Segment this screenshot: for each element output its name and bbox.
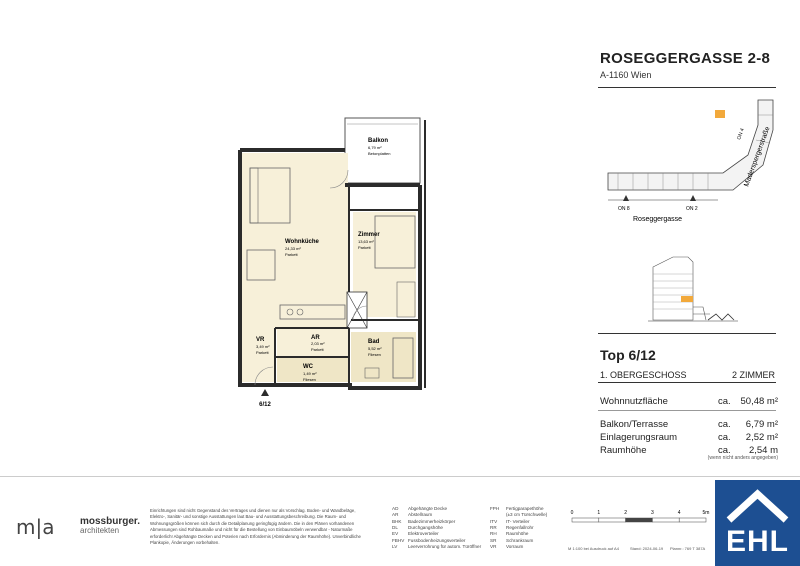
disclaimer-text: Einrichtungen sind nicht Gegenstand des Vertrages und dienen nur als Vorschlag. Boden- und Wandbeläge, Elektro-, Sanitär- und sonstige Ausstattungen laut Bau- und Ausstattungsbeschreibung. Die Raum- und Wohnungsgrößen können sich durch die Detailplanung geringfügig ändern. Die in den Plänen vorhandenen Abmessungen sind Rohbaumaße und nicht für die Bestellung von Einbaumöbeln verwendbar - Naturmaße erforderlich! Abgehängte Decken und Poterien nach Erfordernis (Abminderung der Raumhöhe). Unverbindliche Plankopie, Änderungen vorbehalten. xyxy=(150,508,361,546)
ar-floor: Parkett xyxy=(311,347,324,352)
orient-on8: ON 8 xyxy=(618,206,630,212)
scale-tick: 2 xyxy=(624,510,627,516)
bad-floor: Fliesen xyxy=(368,352,381,357)
zimmer-label: Zimmer xyxy=(358,232,380,238)
area-value: 2,54 m xyxy=(748,445,778,456)
orient-on2: ON 2 xyxy=(686,206,698,212)
footer-divider xyxy=(0,476,800,477)
scale-tick: 0 xyxy=(570,510,574,516)
street-roseggergasse: Roseggergasse xyxy=(633,216,683,223)
area-value: 2,52 m² xyxy=(745,432,778,443)
wohnkueche-label: Wohnküche xyxy=(285,239,319,245)
architect-logo-mark: m|a xyxy=(16,515,55,539)
project-title: ROSEGGERGASSE 2-8 xyxy=(600,50,771,67)
wohnkueche-area: 24,33 m² xyxy=(285,246,301,251)
north-arrow-icon xyxy=(623,195,629,201)
area-ca: ca. xyxy=(718,445,731,456)
bath-fill xyxy=(351,332,416,382)
scale-tick: 5m xyxy=(702,510,710,516)
ar-label: AR xyxy=(311,335,320,341)
scale-bar xyxy=(566,506,712,526)
area-note: (wenn nicht anders angegeben) xyxy=(707,455,778,461)
ar-area: 2,03 m² xyxy=(311,341,325,346)
architect-sub: architekten xyxy=(80,526,120,535)
bad-area: 5,52 m² xyxy=(368,346,382,351)
wc-area: 1,49 m² xyxy=(303,371,317,376)
area-ca: ca. xyxy=(718,432,731,443)
wc-label: WC xyxy=(303,364,313,370)
street-madersperger: Maderspergerstraße xyxy=(743,125,772,188)
scale-tick: 4 xyxy=(677,510,681,516)
date-note: Stand: 2024-06-19 xyxy=(630,546,664,551)
unit-top: Top 6/12 xyxy=(600,347,656,363)
entrance-arrow-icon xyxy=(261,389,269,396)
ehl-brand-text: EHL xyxy=(726,525,789,558)
section-divider xyxy=(598,333,776,334)
area-divider xyxy=(598,410,776,411)
unit-tag: 6/12 xyxy=(259,402,271,408)
architect-logo-name xyxy=(80,517,140,535)
vr-floor: Parkett xyxy=(256,350,269,355)
balkon-floor: Betonplatten xyxy=(368,151,391,156)
balkon-label: Balkon xyxy=(368,138,389,144)
building-section xyxy=(648,252,738,327)
area-label: Balkon/Terrasse xyxy=(600,419,669,430)
balkon-area: 6,79 m² xyxy=(368,145,382,150)
area-ca: ca. xyxy=(718,396,731,407)
area-label: Raumhöhe xyxy=(600,445,647,456)
area-label: Wohnnutzfläche xyxy=(600,396,668,407)
area-value: 50,48 m² xyxy=(740,396,778,407)
area-value: 6,79 m² xyxy=(745,419,778,430)
plan-number: Plannr.: 769 T 387A xyxy=(670,546,706,551)
house-roof-icon xyxy=(715,480,800,525)
scale-tick: 1 xyxy=(597,510,601,516)
area-ca: ca. xyxy=(718,419,731,430)
orient-on4: ON 4 xyxy=(736,127,746,141)
architect-name: mossburger. xyxy=(80,516,141,527)
ehl-logo xyxy=(715,480,800,566)
orient-marker-icon xyxy=(690,195,696,201)
zimmer-floor: Parkett xyxy=(358,245,371,250)
abbreviation-list-right: FPH Fertigparapethöhe (±3 cm Türschwelle) ITV IT- Verteiler RR Regenfallrohr RH Raumhöhe SR Schrankraum VR Vorraum xyxy=(490,506,548,549)
title-divider xyxy=(598,87,776,88)
wc-floor: Fliesen xyxy=(303,377,316,382)
scale-tick: 3 xyxy=(651,510,654,516)
unit-floor: 1. OBERGESCHOSS xyxy=(600,370,687,380)
vr-label: VR xyxy=(256,337,265,343)
bad-label: Bad xyxy=(368,339,380,345)
floor-plan xyxy=(225,110,440,410)
unit-highlight xyxy=(715,110,725,118)
unit-rooms: 2 ZIMMER xyxy=(731,370,775,380)
scale-note: M 1:100 bei Ausdruck auf A4 xyxy=(568,546,619,551)
abbreviation-list-left: AD Abgehängte Decke AR Abstellraum BHK Badezimmerheizkörper DL Durchgangshöhe EV Elektroverteiler FBHV Fussbodenheizungsverteiler LV Leerverrohrung für autom. Türöffner xyxy=(392,506,482,549)
project-address: A-1160 Wien xyxy=(600,70,652,80)
section-unit-highlight xyxy=(681,296,693,302)
unit-divider xyxy=(598,382,776,383)
zimmer-area: 13,63 m² xyxy=(358,239,374,244)
vr-area: 3,49 m² xyxy=(256,344,270,349)
site-plan xyxy=(598,95,780,230)
wohnkueche-floor: Parkett xyxy=(285,252,298,257)
area-label: Einlagerungsraum xyxy=(600,432,678,443)
